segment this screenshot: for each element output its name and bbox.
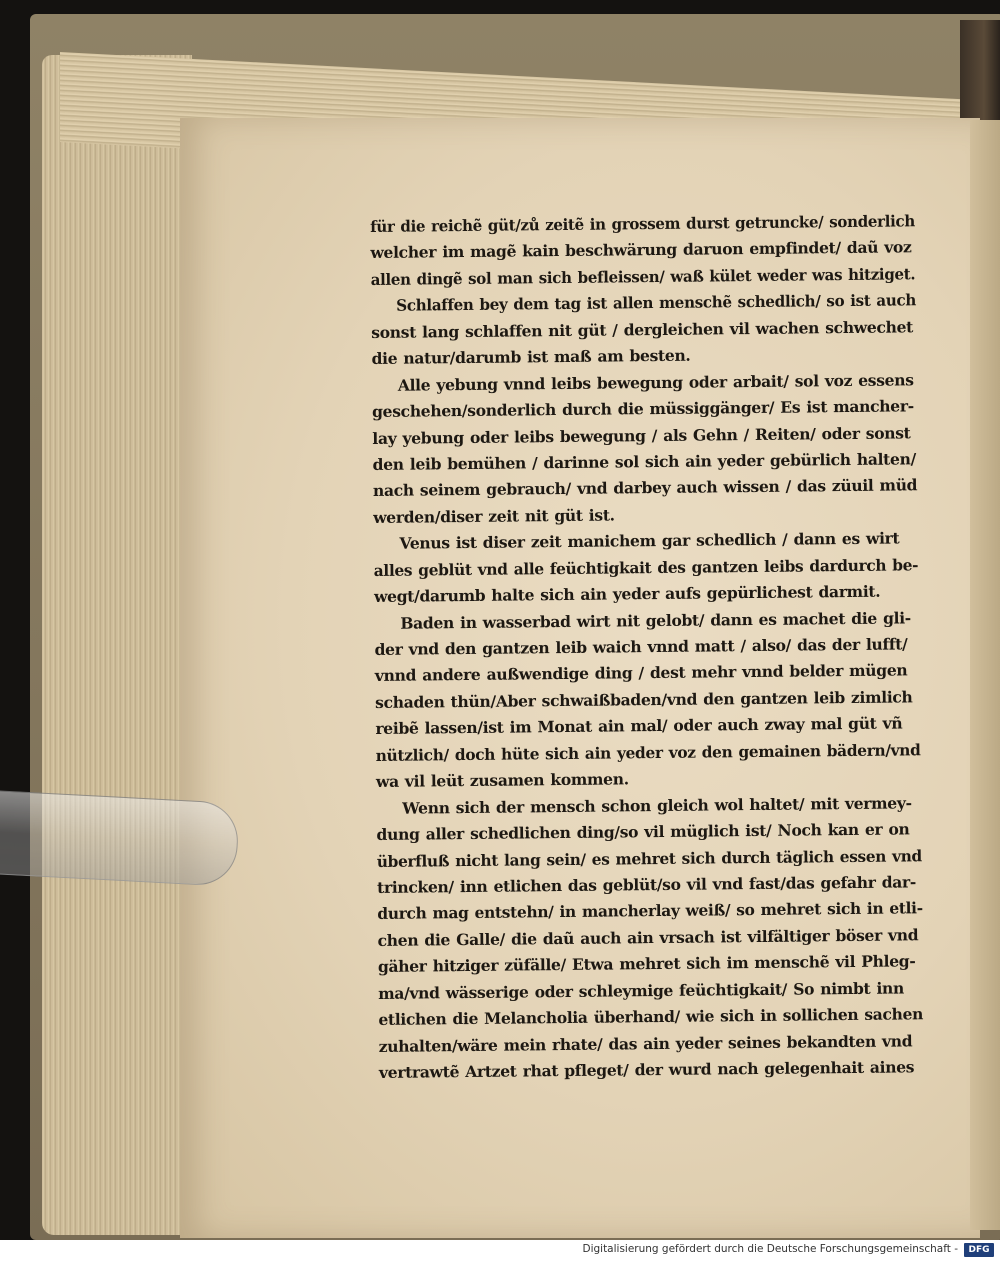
- text-line: gäher hitziger züfälle/ Etwa mehret sich im menschẽ vil Phleg-: [377, 951, 916, 977]
- text-line: nach seinem gebrauch/ vnd darbey auch wissen / das züuil müd: [372, 475, 918, 501]
- text-line: alles geblüt vnd alle feüchtigkait des gantzen leibs dardurch be-: [373, 554, 919, 580]
- text-line: reibẽ lassen/ist im Monat ain mal/ oder auch zway mal güt vñ: [375, 713, 903, 739]
- text-line: den leib bemühen / darinne sol sich ain yeder gebürlich halten/: [372, 449, 916, 474]
- text-line: sonst lang schlaffen nit güt / dergleichen vil wachen schwechet: [371, 317, 914, 342]
- text-line: Baden in wasserbad wirt nit gelobt/ dann es machet die gli-: [400, 607, 911, 633]
- text-line: zuhalten/wäre mein rhate/ das ain yeder seines bekandten vnd: [378, 1030, 913, 1056]
- text-line: lay yebung oder leibs bewegung / als Gehn / Reiten/ oder sonst: [372, 422, 911, 448]
- text-line: die natur/darumb ist maß am besten.: [371, 345, 691, 369]
- text-line: Wenn sich der mensch schon gleich wol haltet/ mit vermey-: [402, 792, 912, 818]
- text-line: Alle yebung vnnd leibs bewegung oder arbait/ sol voz essens: [397, 369, 914, 395]
- text-line: wa vil leüt zusamen kommen.: [375, 769, 629, 792]
- text-line: schaden thün/Aber schwaißbaden/vnd den gantzen leib zimlich: [375, 687, 913, 712]
- footer-credit: Digitalisierung gefördert durch die Deutsche Forschungsgemeinschaft -: [582, 1243, 958, 1255]
- text-line: Schlaffen bey dem tag ist allen menschẽ schedlich/ so ist auch: [396, 290, 917, 316]
- dfg-logo: DFG: [964, 1243, 994, 1257]
- text-line: vnnd andere außwendige ding / dest mehr vnnd belder mügen: [374, 660, 908, 686]
- text-line: ma/vnd wässerige oder schleymige feüchtigkait/ So nimbt inn: [378, 978, 905, 1003]
- text-line: chen die Galle/ die daũ auch ain vrsach ist vilfältiger böser vnd: [377, 925, 919, 950]
- text-line: trincken/ inn etlichen das geblüt/so vil vnd fast/das gefahr dar-: [376, 872, 917, 897]
- text-line: etlichen die Melancholia überhand/ wie sich in sollichen sachen: [378, 1004, 924, 1030]
- text-line: geschehen/sonderlich durch die müssiggänger/ Es ist mancher-: [371, 396, 914, 422]
- page-text-block: [370, 208, 924, 1086]
- page-fold: [970, 120, 1000, 1230]
- text-line: werden/diser zeit nit güt ist.: [373, 505, 615, 527]
- text-line: vertrawtẽ Artzet rhat pfleget/ der wurd nach gelegenhait aines: [378, 1057, 915, 1082]
- footer-bar: [0, 1240, 1000, 1261]
- text-line: wegt/darumb halte sich ain yeder aufs gepürlichest darmit.: [373, 581, 881, 607]
- text-line: für die reichẽ güt/zů zeitẽ in grossem durst getruncke/ sonderlich: [370, 211, 916, 236]
- text-line: welcher im magẽ kain beschwärung daruon empfindet/ daũ voz: [370, 237, 912, 263]
- text-line: überfluß nicht lang sein/ es mehret sich durch täglich essen vnd: [376, 845, 922, 871]
- glass-rod-probe: [0, 790, 240, 887]
- text-line: allen dingẽ sol man sich befleissen/ waß kület weder was hitziget.: [370, 264, 916, 289]
- text-line: nützlich/ doch hüte sich ain yeder voz den gemainen bädern/vnd: [375, 740, 921, 765]
- text-line: dung aller schedlichen ding/so vil müglich ist/ Noch kan er on: [376, 819, 910, 845]
- text-line: der vnd den gantzen leib waich vnnd matt / also/ das der lufft/: [374, 634, 908, 659]
- text-line: durch mag entstehn/ in mancherlay weiß/ so mehret sich in etli-: [377, 898, 923, 924]
- text-line: Venus ist diser zeit manichem gar schedlich / dann es wirt: [399, 528, 900, 553]
- page-edges: [42, 55, 192, 1235]
